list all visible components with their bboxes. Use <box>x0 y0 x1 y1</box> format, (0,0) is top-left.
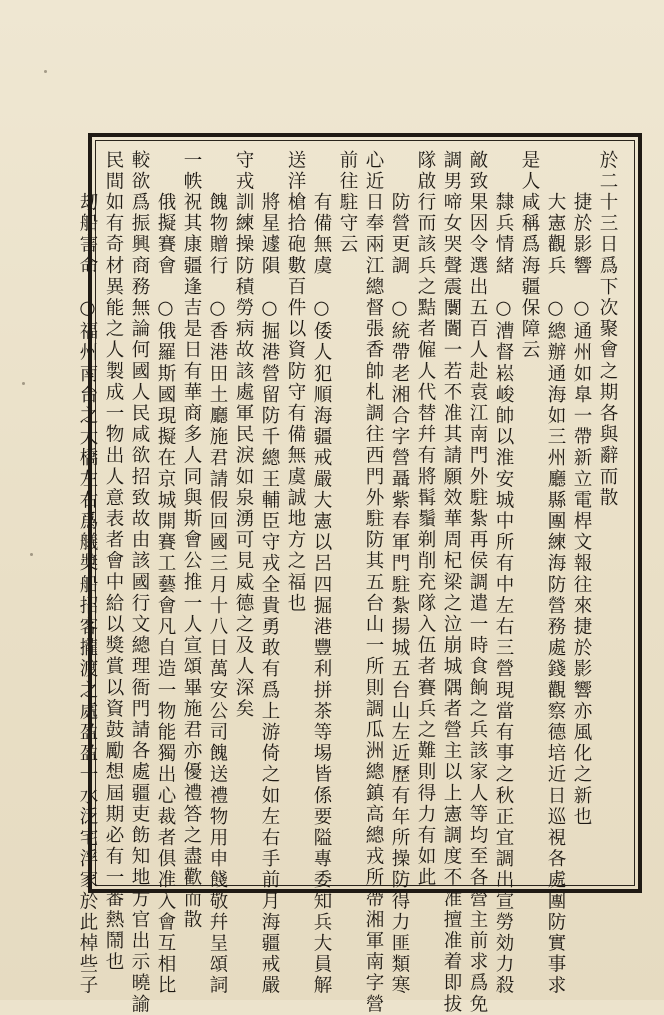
text-column: 較欲爲振興商務無論何國人民咸欲招致故由該國行文總理衙門請各處疆吏飭知地方官出示曉諭 <box>129 150 150 1015</box>
text-column: 敵致果因令選出五百人赴袁江南門外駐紮再侯調遣一時食餉之兵該家人等均至各營主前求爲免 <box>467 150 488 1015</box>
text-column: 刼船害命 ○福州南台之大橋左右爲艤槳船招客攏渡之處盈盈一水泛宅浮家於此棹些子 <box>77 150 98 997</box>
text-column: 一帙祝其康疆逢吉是日有華商多人同與斯會公推一人宣頌畢施君亦優禮答之盡歡而散 <box>181 150 202 931</box>
text-column: 隸兵情緒 ○漕督崧峻帥以淮安城中所有中左右三營現當有事之秋正宜調出宣勞効力殺 <box>493 150 514 997</box>
text-column: 前往駐守云 <box>337 150 358 256</box>
text-column: 防營更調 ○統帶老湘合字營聶紫春軍門駐紮揚城五台山左近歷有年所操防得力匪類寒 <box>389 150 410 997</box>
text-column: 餽物贈行 ○香港田土廳施君請假回國三月十八日萬安公司餽送禮物用申餞敬幷呈頌詞 <box>207 150 228 997</box>
text-column: 民間如有奇材異能之人製成一物出人意表者會中給以獎賞以資鼓勵想屆期必有一番熱鬧也 <box>103 150 124 973</box>
text-column: 大憲觀兵 ○總辦通海如三州廳縣團練海防營務處錢觀察德培近日巡視各處團防實事求 <box>545 150 566 997</box>
scan-speck <box>30 553 33 556</box>
text-column: 將星遽隕 ○掘港營留防千總王輔臣守戎全貴勇敢有爲上游倚之如左右手前月海疆戒嚴 <box>259 150 280 997</box>
text-column: 是人咸稱爲海疆保障云 <box>519 150 540 361</box>
text-column: 於二十三日爲下次聚會之期各與辭而散 <box>597 150 618 509</box>
text-column: 送洋槍拾砲數百件以資防守有備無虞誠地方之福也 <box>285 150 306 615</box>
text-column: 隊啟行而該兵之黠者僱人代替幷有將髯鬚剃削充隊入伍者賽兵之難則得力有如此 <box>415 150 436 889</box>
text-column: 捷於影響 ○通州如臯一帶新立電桿文報往來捷於影響亦風化之新也 <box>571 150 592 828</box>
vertical-text-body <box>77 150 620 1015</box>
text-column: 守戎訓練操防積勞病故該處軍民淚如泉湧可見威德之及人深矣 <box>233 150 254 720</box>
text-column: 俄擬賽會 ○俄羅斯國現擬在京城開賽工藝會凡自造一物能獨出心裁者俱准入會互相比 <box>155 150 176 997</box>
scan-speck <box>22 382 25 385</box>
text-column: 心近日奉兩江總督張香帥札調往西門外駐防其五台山一所則調瓜洲總鎮高總戎所帶湘軍南字營 <box>363 150 384 1015</box>
scan-speck <box>44 70 47 73</box>
text-column: 有備無虞 ○倭人犯順海疆戒嚴大憲以呂四掘港豐利拼茶等埸皆係要隘專委知兵大員解 <box>311 150 332 997</box>
text-column: 調男啼女哭聲震闤闠一若不准其請願效華周杞梁之泣崩城隅者營主以上憲調度不准擅准着即拔 <box>441 150 462 1015</box>
